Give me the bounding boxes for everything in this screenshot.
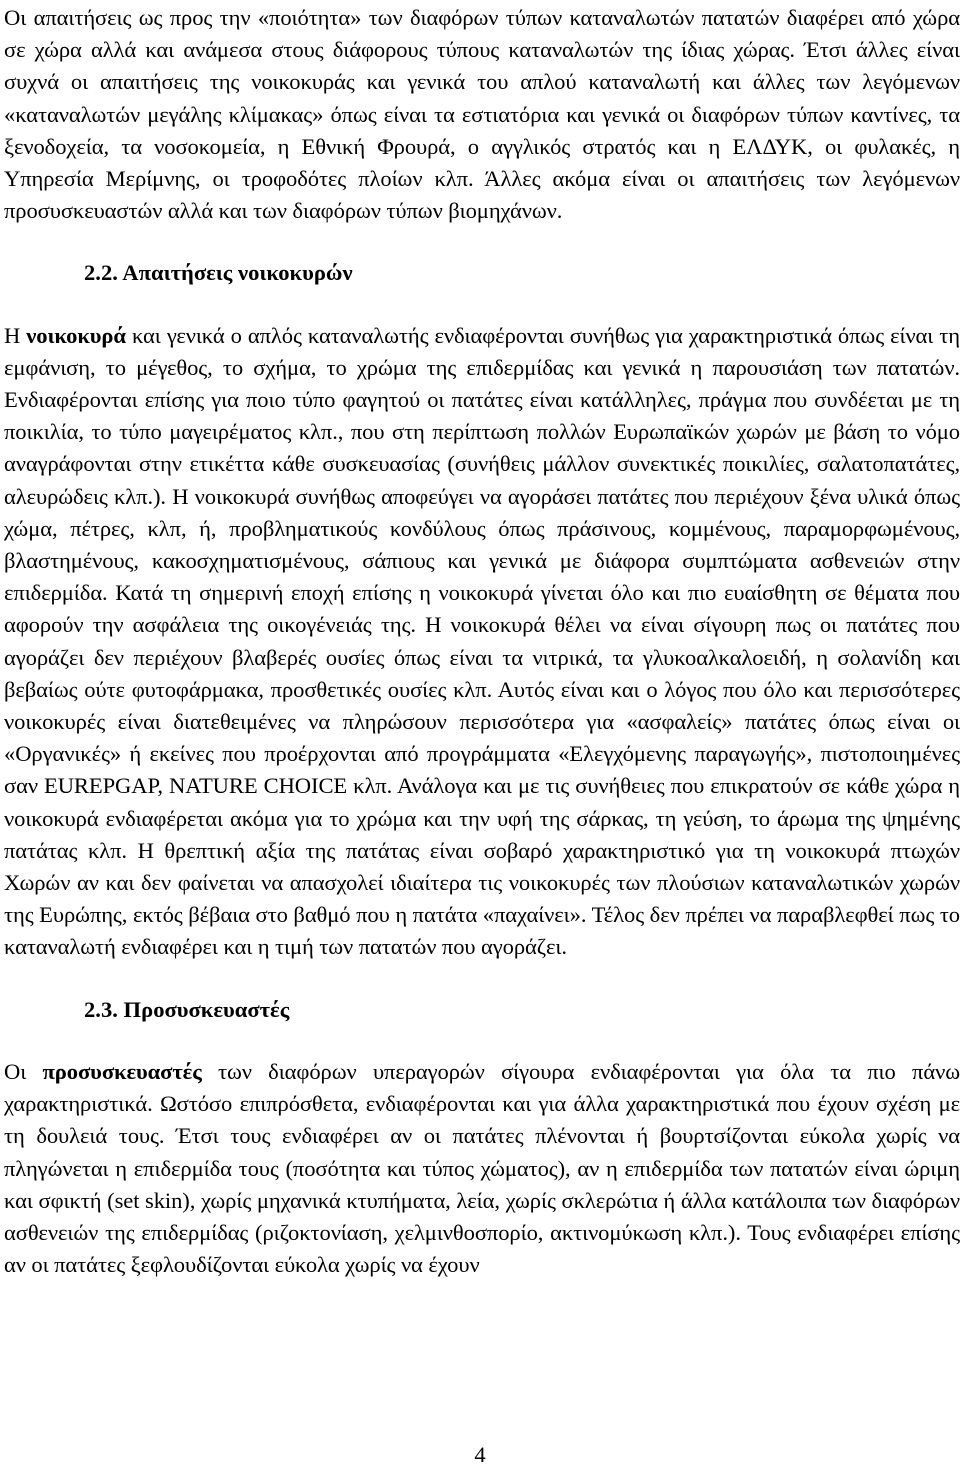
section-2-3-lead: Οι xyxy=(4,1058,43,1084)
page-number: 4 xyxy=(474,1442,486,1467)
intro-paragraph: Οι απαιτήσεις ως προς την «ποιότητα» των διαφόρων τύπων καταναλωτών πατατών διαφέρει από χώρα σε χώρα αλλά και ανάμεσα στους διάφορους τύπους καταναλωτών της ίδιας χώρας. Έτσι άλλες είναι συχνά οι απαιτήσεις της νοικοκυράς και γενικά του απλού καταναλωτή και άλλες των λεγόμενων «καταναλωτών μεγάλης κλίμακας» όπως είναι τα εστιατόρια και γενικά οι διαφόρων τύπων καντίνες, τα ξενοδοχεία, τα νοσοκομεία, η Εθνική Φρουρά, ο αγγλικός στρατός και η ΕΛΔΥΚ, οι φυλακές, η Υπηρεσία Μερίμνης, οι τροφοδότες πλοίων κλπ. Άλλες ακόμα είναι οι απαιτήσεις των λεγόμενων προσυσκευαστών αλλά και των διαφόρων τύπων βιομηχάνων. xyxy=(4,5,960,224)
document-page xyxy=(4,2,960,1281)
section-2-2-body: και γενικά ο απλός καταναλωτής ενδιαφέρονται συνήθως για χαρακτηριστικά όπως είναι τη εμφάνιση, το μέγεθος, το σχήμα, το χρώμα της επιδερμίδας και γενικά η παρουσιάση των πατατών. Ενδιαφέρονται επίσης για ποιο τύπο φαγητού οι πατάτες είναι κατάλληλες, πράγμα που συνδέεται με τη ποικιλία, το τύπο μαγειρέματος κλπ., που στη περίπτωση πολλών Ευρωπαϊκών χωρών με βάση το νόμο αναγράφονται στην ετικέττα κάθε συσκευασίας (συνήθεις μάλλον συνεκτικές ποικιλίες, σαλατοπατάτες, αλευρώδεις κλπ.). Η νοικοκυρά συνήθως αποφεύγει να αγοράσει πατάτες που περιέχουν ξένα υλικά όπως χώμα, πέτρες, κλπ, ή, προβληματικούς κονδύλους όπως πράσινους, κομμένους, παραμορφωμένους, βλαστημένους, κακοσχηματισμένους, σάπιους και γενικά με διάφορα συμπτώματα ασθενειών στην επιδερμίδα. Κατά τη σημερινή εποχή επίσης η νοικοκυρά γίνεται όλο και πιο ευαίσθητη σε θέματα που αφορούν την ασφάλεια της οικογένειάς της. Η νοικοκυρά θέλει να είναι σίγουρη πως οι πατάτες που αγοράζει δεν περιέχουν βλαβερές ουσίες όπως είναι τα νιτρικά, τα γλυκοαλκαλοειδή, η σολανίδη και βεβαίως ούτε φυτοφάρμακα, προσθετικές ουσίες κλπ. Αυτός είναι και ο λόγος που όλο και περισσότερες νοικοκυρές είναι διατεθειμένες να πληρώσουν περισσότερα για «ασφαλείς» πατάτες όπως είναι οι «Οργανικές» ή εκείνες που προέρχονται από προγράμματα «Ελεγχόμενης παραγωγής», πιστοποιημένες σαν EUREPGAP, NATURE CHOICE κλπ. Ανάλογα και με τις συνήθειες που επικρατούν σε κάθε χώρα η νοικοκυρά ενδιαφέρεται ακόμα για το χρώμα και την υφή της σάρκας, τη γεύση, το άρωμα της ψημένης πατάτας κλπ. Η θρεπτική αξία της πατάτας είναι σοβαρό χαρακτηριστικό για τη νοικοκυρά πτωχών Χωρών αν και δεν φαίνεται να απασχολεί ιδιαίτερα τις νοικοκυρές των πλούσιων καταναλωτικών χωρών της Ευρώπης, εκτός βέβαια στο βαθμό που η πατάτα «παχαίνει». Τέλος δεν πρέπει να παραβλεφθεί πως το καταναλωτή ενδιαφέρει και η τιμή των πατατών που αγοράζει. xyxy=(4,322,960,960)
section-2-3-paragraph xyxy=(4,1056,960,1281)
section-2-2-term: νοικοκυρά xyxy=(26,322,126,348)
section-2-2-lead: Η xyxy=(4,322,27,348)
section-2-3-term: προσυσκευαστές xyxy=(42,1058,202,1084)
section-heading-2-2: 2.2. Απαιτήσεις νοικοκυρών xyxy=(84,260,353,286)
section-heading-2-3: 2.3. Προσυσκευαστές xyxy=(84,996,290,1022)
section-2-2-paragraph xyxy=(4,320,960,964)
section-2-3-body: των διαφόρων υπεραγορών σίγουρα ενδιαφέρονται για όλα τα πιο πάνω χαρακτηριστικά. Ωστόσο επιπρόσθετα, ενδιαφέρονται και για άλλα χαρακτηριστικά που έχουν σχέση με τη δουλειά τους. Έτσι τους ενδιαφέρει αν οι πατάτες πλένονται ή βουρτσίζονται εύκολα χωρίς να πληγώνεται η επιδερμίδα τους (ποσότητα και τύπος χώματος), αν η επιδερμίδα των πατατών είναι ώριμη και σφικτή (set skin), χωρίς μηχανικά κτυπήματα, λεία, χωρίς σκλερώτια ή άλλα κατάλοιπα των διαφόρων ασθενειών της επιδερμίδας (ριζοκτονίαση, χελμινθοσπορίο, ακτινομύκωση κλπ.). Τους ενδιαφέρει επίσης αν οι πατάτες ξεφλουδίζονται εύκολα χωρίς να έχουν xyxy=(4,1058,960,1278)
